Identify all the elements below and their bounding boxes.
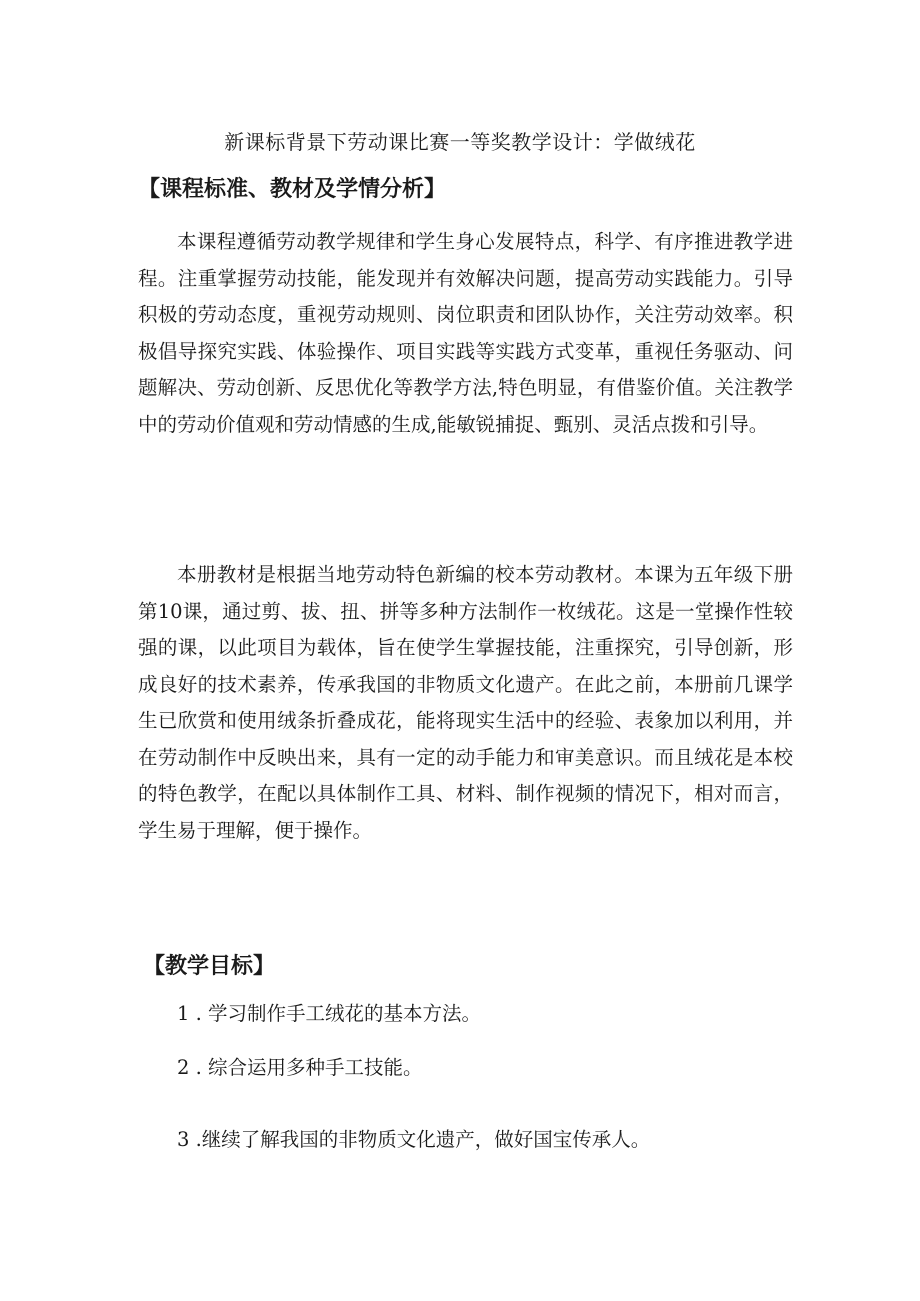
document-title: 新课标背景下劳动课比赛一等奖教学设计：学做绒花 [224, 130, 696, 154]
paragraph-textbook-analysis: 本册教材是根据当地劳动特色新编的校本劳动教材。本课为五年级下册第10课，通过剪、拔、扭、拼等多种方法制作一枚绒花。这是一堂操作性较强的课，以此项目为载体，旨在使学生掌握技能，注重探究，引导创新，形成良好的技术素养，传承我国的非物质文化遗产。在此之前，本册前几课学生已欣赏和使用绒条折叠成花，能将现实生活中的经验、表象加以利用，并在劳动制作中反映出来，具有一定的动手能力和审美意识。而且绒花是本校的特色教学，在配以具体制作工具、材料、制作视频的情况下，相对而言，学生易于理解，便于操作。 [138, 563, 793, 842]
paragraph-curriculum-standards: 本课程遵循劳动教学规律和学生身心发展特点，科学、有序推进教学进程。注重掌握劳动技能，能发现并有效解决问题，提高劳动实践能力。引导积极的劳动态度，重视劳动规则、岗位职责和团队协作，关注劳动效率。积极倡导探究实践、体验操作、项目实践等实践方式变革，重视任务驱动、问题解决、劳动创新、反思优化等教学方法,特色明显，有借鉴价值。关注教学中的劳动价值观和劳动情感的生成,能敏锐捕捉、甄别、灵活点拨和引导。 [138, 230, 793, 436]
section-heading-objectives: 【教学目标】 [143, 954, 276, 979]
objective-item: 3 .继续了解我国的非物质文化遗产，做好国宝传承人。 [177, 1128, 651, 1151]
section-heading-analysis: 【课程标准、教材及学情分析】 [138, 177, 447, 202]
objective-item: 2 . 综合运用多种手工技能。 [177, 1056, 423, 1079]
objective-item: 1 . 学习制作手工绒花的基本方法。 [177, 1002, 482, 1025]
